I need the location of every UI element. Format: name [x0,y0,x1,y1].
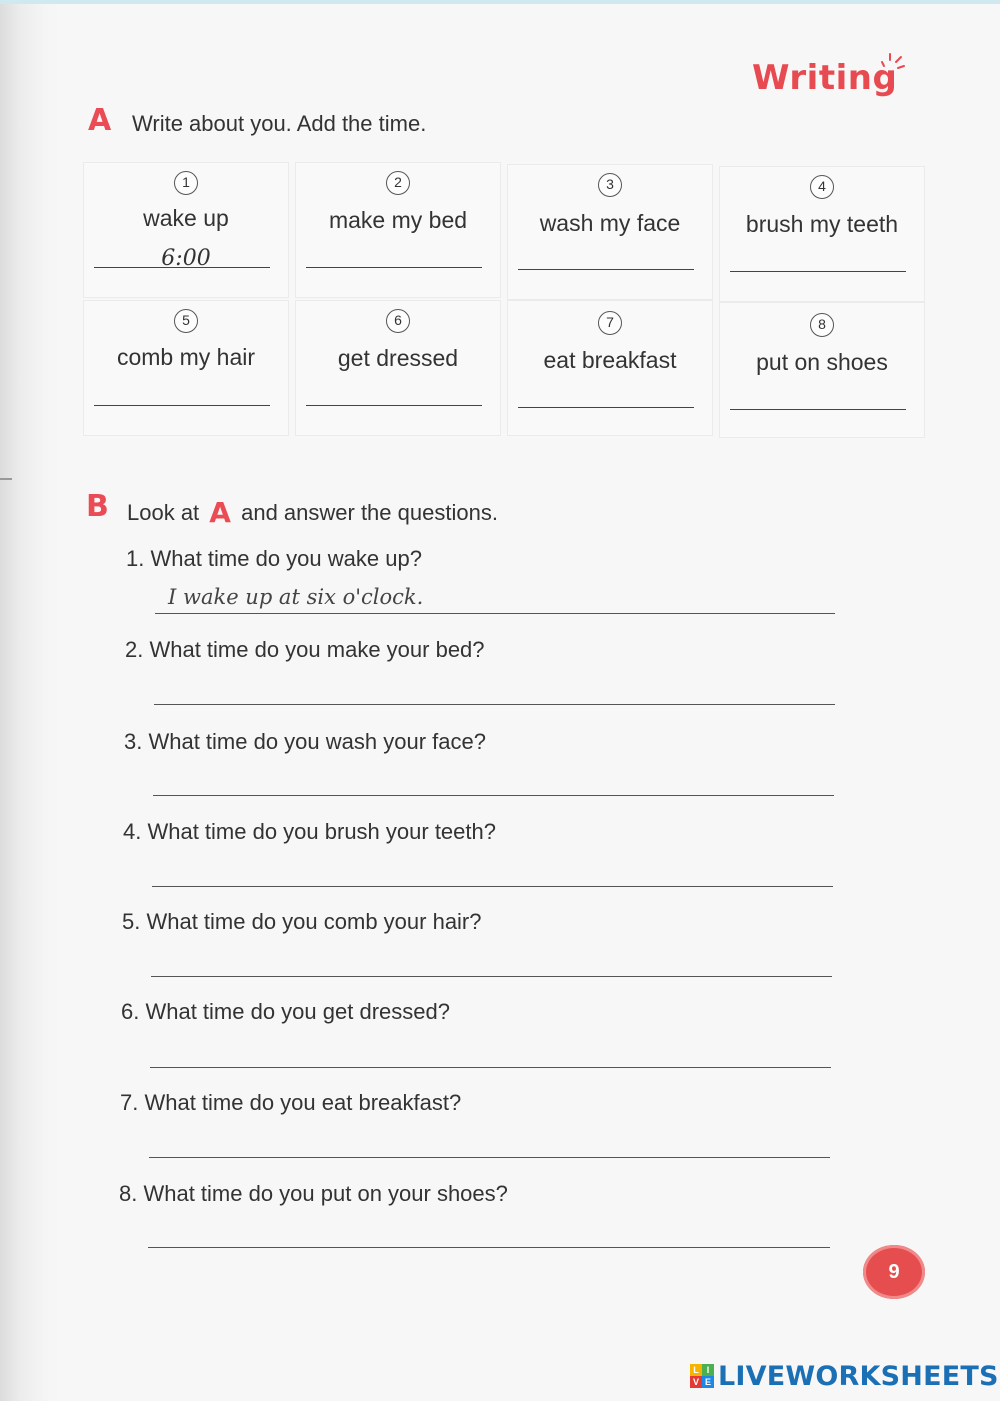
activity-cell [83,162,289,298]
section-a-letter: A [88,103,112,138]
section-b-instruction [127,496,498,529]
answer-line-6 [150,1067,831,1068]
section-a-reference: A [209,496,231,529]
logo-letter: I [702,1364,714,1376]
top-border-strip [0,0,1000,4]
item-number: 8 [810,313,834,337]
question-3: 3. What time do you wash your face? [124,729,486,754]
activity-label: wash my face [539,210,681,236]
question-6: 6. What time do you get dressed? [121,999,450,1024]
activity-label: make my bed [328,207,468,233]
time-answer-line [518,407,694,408]
time-answer-line [94,267,270,268]
activity-label: brush my teeth [745,211,899,237]
activity-label: get dressed [337,345,459,371]
activity-label: wake up [143,205,229,231]
liveworksheets-brand [690,1360,999,1392]
time-answer-line [306,267,482,268]
activity-cell [719,302,925,438]
time-answer-line [518,269,694,270]
page-number-badge: 9 [863,1245,925,1299]
question-2: 2. What time do you make your bed? [125,637,485,662]
item-number: 7 [598,311,622,335]
activity-cell [507,164,713,300]
item-number: 3 [598,173,622,197]
item-number: 1 [174,171,198,195]
question-4: 4. What time do you brush your teeth? [123,819,496,844]
answer-line-5 [151,976,832,977]
activity-label: eat breakfast [543,347,677,373]
answer-line-2 [154,704,835,705]
logo-letter: E [702,1376,714,1388]
liveworksheets-logo-icon [690,1364,714,1388]
time-answer-line [94,405,270,406]
brand-name: LIVEWORKSHEETS [718,1360,999,1392]
item-number: 6 [386,309,410,333]
question-1: 1. What time do you wake up? [126,546,422,571]
question-5: 5. What time do you comb your hair? [122,909,482,934]
logo-letter: V [690,1376,702,1388]
question-8: 8. What time do you put on your shoes? [119,1181,508,1206]
answer-line-1 [155,613,835,614]
instruction-text-after: and answer the questions. [241,500,498,525]
logo-letter: L [690,1364,702,1376]
activity-cell [719,166,925,302]
activity-cell [295,162,501,298]
sparkle-icon [878,44,908,74]
question-7: 7. What time do you eat breakfast? [120,1090,462,1115]
margin-mark [0,478,12,480]
activity-grid [83,152,925,436]
activity-cell [295,300,501,436]
page-title: Writing [752,58,898,98]
answer-line-4 [152,886,833,887]
section-b-letter: B [86,489,109,524]
answer-line-3 [153,795,834,796]
section-a-instruction: Write about you. Add the time. [132,111,427,136]
answer-line-8 [148,1247,830,1248]
activity-label: comb my hair [116,344,256,370]
time-answer[interactable]: 6:00 [161,246,211,271]
item-number: 2 [386,171,410,195]
activity-cell [83,300,289,436]
time-answer-line [306,405,482,406]
activity-label: put on shoes [756,349,888,375]
item-number: 4 [810,175,834,199]
answer-1[interactable]: I wake up at six o'clock. [168,585,424,609]
instruction-text-before: Look at [127,500,200,525]
answer-line-7 [149,1157,830,1158]
item-number: 5 [174,309,198,333]
time-answer-line [730,271,906,272]
activity-cell [507,300,713,436]
time-answer-line [730,409,906,410]
